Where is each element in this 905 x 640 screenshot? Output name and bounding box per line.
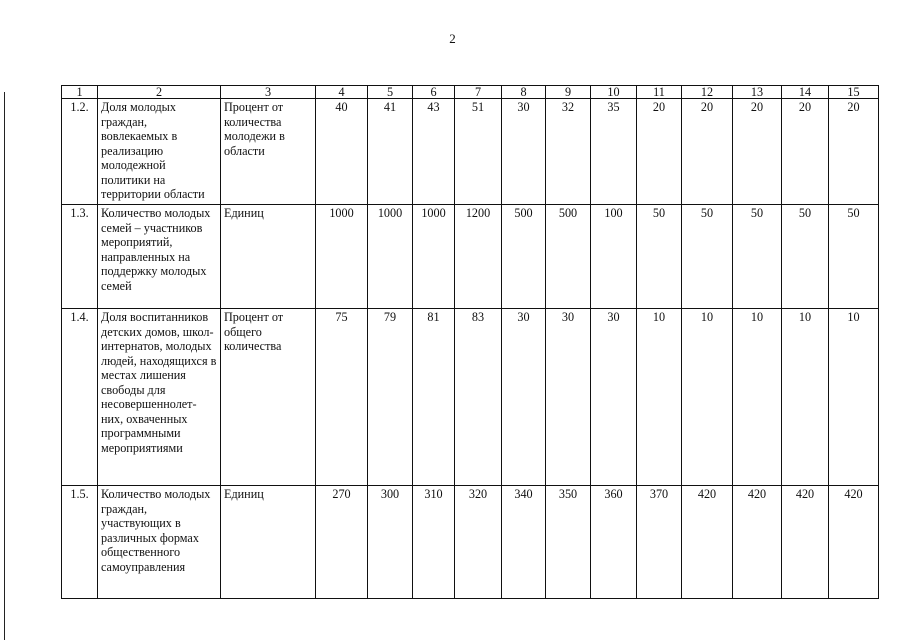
column-header: 3: [221, 86, 316, 99]
value-cell: 50: [637, 205, 682, 309]
value-cell: 20: [637, 99, 682, 205]
column-header: 9: [546, 86, 591, 99]
table-row: [62, 99, 879, 205]
column-header: 15: [829, 86, 879, 99]
indicator-name: Доля воспитанников детских домов, школ-интернатов, молодых людей, находящихся в местах лишения свободы для несовершеннолет-них, охваченных программными мероприятиями: [98, 309, 221, 486]
indicator-name: Доля молодых граждан, вовлекаемых в реализацию молодежной политики на территории области: [98, 99, 221, 205]
row-number: 1.2.: [62, 99, 98, 205]
value-cell: 40: [316, 99, 368, 205]
column-header: 11: [637, 86, 682, 99]
value-cell: 30: [502, 309, 546, 486]
value-cell: 340: [502, 486, 546, 599]
value-cell: 41: [368, 99, 413, 205]
table-row: [62, 205, 879, 309]
indicator-unit: Единиц: [221, 486, 316, 599]
column-header: 13: [733, 86, 782, 99]
column-header: 14: [782, 86, 829, 99]
value-cell: 320: [455, 486, 502, 599]
row-number: 1.5.: [62, 486, 98, 599]
value-cell: 310: [413, 486, 455, 599]
value-cell: 20: [733, 99, 782, 205]
value-cell: 32: [546, 99, 591, 205]
column-header: 8: [502, 86, 546, 99]
margin-line: [4, 92, 5, 640]
row-number: 1.3.: [62, 205, 98, 309]
column-header: 5: [368, 86, 413, 99]
indicator-name: Количество молодых граждан, участвующих в различных формах общественного самоуправления: [98, 486, 221, 599]
value-cell: 30: [546, 309, 591, 486]
value-cell: 50: [782, 205, 829, 309]
value-cell: 10: [733, 309, 782, 486]
value-cell: 20: [682, 99, 733, 205]
value-cell: 75: [316, 309, 368, 486]
row-number: 1.4.: [62, 309, 98, 486]
value-cell: 20: [829, 99, 879, 205]
value-cell: 500: [502, 205, 546, 309]
column-header: 12: [682, 86, 733, 99]
value-cell: 420: [733, 486, 782, 599]
indicator-unit: Процент от общего количества: [221, 309, 316, 486]
table-row: [62, 486, 879, 599]
value-cell: 50: [733, 205, 782, 309]
value-cell: 420: [829, 486, 879, 599]
value-cell: 270: [316, 486, 368, 599]
value-cell: 1000: [413, 205, 455, 309]
column-header: 1: [62, 86, 98, 99]
value-cell: 35: [591, 99, 637, 205]
value-cell: 100: [591, 205, 637, 309]
value-cell: 83: [455, 309, 502, 486]
value-cell: 1000: [368, 205, 413, 309]
column-header: 4: [316, 86, 368, 99]
indicator-name: Количество молодых семей – участников мероприятий, направленных на поддержку молодых семей: [98, 205, 221, 309]
page-number: 2: [449, 31, 456, 46]
column-header: 7: [455, 86, 502, 99]
value-cell: 300: [368, 486, 413, 599]
value-cell: 30: [502, 99, 546, 205]
indicator-unit: Процент от количества молодежи в области: [221, 99, 316, 205]
value-cell: 1000: [316, 205, 368, 309]
value-cell: 360: [591, 486, 637, 599]
value-cell: 420: [782, 486, 829, 599]
column-header: 2: [98, 86, 221, 99]
value-cell: 50: [829, 205, 879, 309]
column-header: 6: [413, 86, 455, 99]
value-cell: 51: [455, 99, 502, 205]
value-cell: 1200: [455, 205, 502, 309]
value-cell: 370: [637, 486, 682, 599]
header-row: [62, 86, 879, 99]
indicator-unit: Единиц: [221, 205, 316, 309]
value-cell: 350: [546, 486, 591, 599]
value-cell: 30: [591, 309, 637, 486]
value-cell: 81: [413, 309, 455, 486]
table-row: [62, 309, 879, 486]
value-cell: 10: [682, 309, 733, 486]
column-header: 10: [591, 86, 637, 99]
value-cell: 43: [413, 99, 455, 205]
value-cell: 79: [368, 309, 413, 486]
indicators-table: [61, 85, 879, 599]
value-cell: 500: [546, 205, 591, 309]
value-cell: 50: [682, 205, 733, 309]
value-cell: 10: [782, 309, 829, 486]
value-cell: 10: [829, 309, 879, 486]
value-cell: 10: [637, 309, 682, 486]
value-cell: 20: [782, 99, 829, 205]
value-cell: 420: [682, 486, 733, 599]
